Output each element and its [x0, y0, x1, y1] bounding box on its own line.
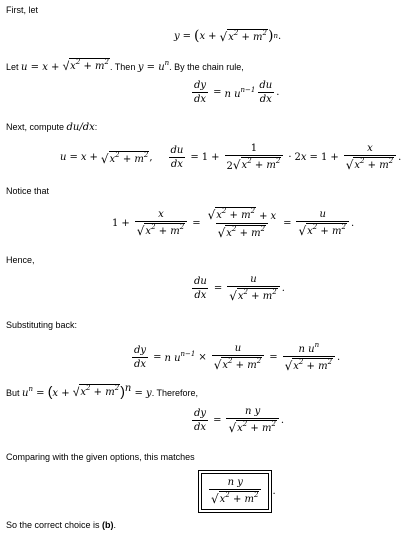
boxed-answer: n y √ $x^2 + m^2$ . [201, 473, 276, 510]
equation-du-dx: $\frac{du}{dx}$ = u √ $x^2 + m^2$ . [194, 274, 285, 303]
answer-choice: (b) [102, 520, 114, 530]
text-but-u-n: But $u^n = (x$ + √ $x^2 + m^2$ )$^n$ = y. Therefore, [6, 383, 199, 399]
equation-definition: y = ( x + √ $x^2 + m^2$ ) n . [174, 28, 282, 44]
text-comparing: Comparing with the given options, this matches [6, 452, 195, 462]
equation-simplify: 1 + x √ $x^2 + m^2$ = √ $x^2 + m^2$ + x √ $x^2 + m^2$ = u √ $x^2 + m^2$ . [112, 207, 355, 240]
text-first-let: First, let [6, 5, 39, 15]
text-next-compute: Next, compute du/dx: [6, 122, 98, 133]
text-substituting-back: Substituting back: [6, 320, 78, 330]
text-hence: Hence, [6, 255, 35, 265]
text-notice-that: Notice that [6, 186, 50, 196]
equation-substitution: $\frac{dy}{dx}$ = n $u^{n-1}$ × u √ $x^2 + m^2$ = n $u^n$ √ $x^2 + m^2$ . [134, 341, 341, 373]
equation-result: $\frac{dy}{dx}$ = n y √ $x^2 + m^2$ . [194, 406, 285, 435]
text-correct-choice: So the correct choice is (b). [6, 520, 117, 530]
equation-chain-rule: $\frac{dy}{dx}$ = n $u^{n-1}$ $\frac{du}{dx}$ . [194, 80, 280, 105]
text-let-u: Let u = x + √ $x^2 + m^2$ . Then $y = u^n$. By the chain rule, [6, 58, 244, 73]
equation-derivative-u: u = x + √ $x^2 + m^2$ , $\frac{du}{dx}$ = 1 + 1 2 √ $x^2 + m^2$ · 2 x = 1 + x √ $x^2 + m^2$ . [60, 143, 402, 172]
